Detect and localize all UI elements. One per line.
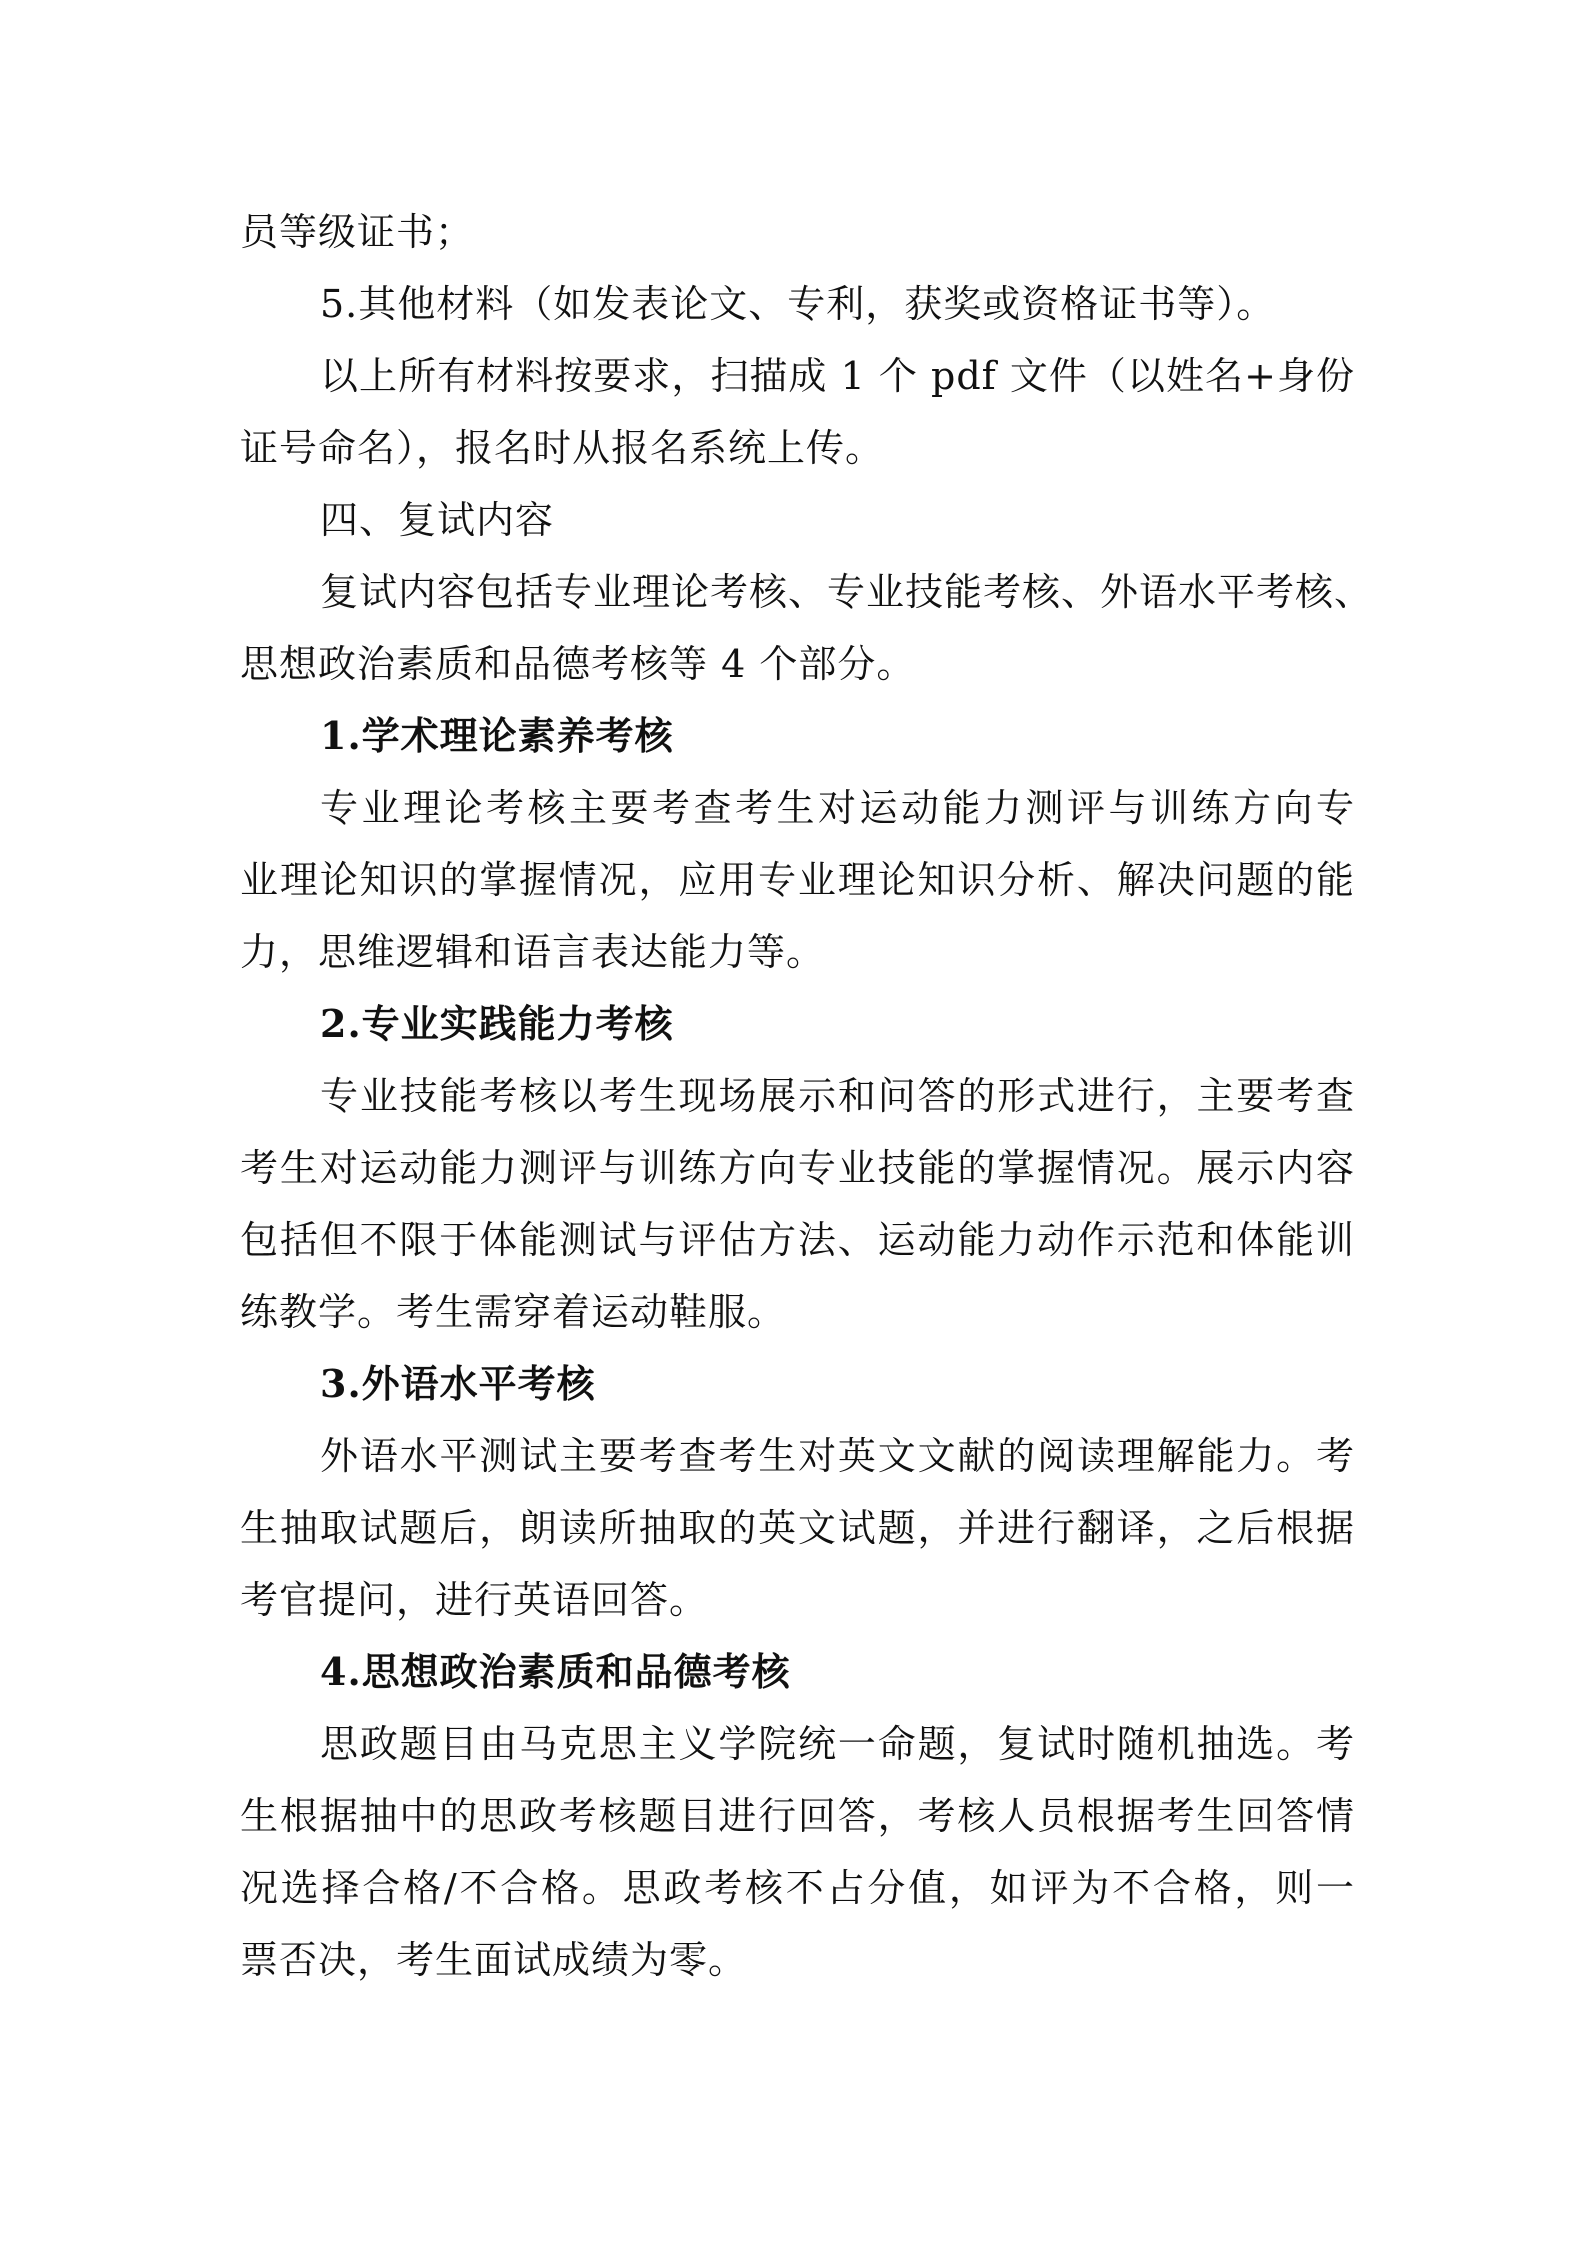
subsection-heading: 2.专业实践能力考核 [320,1001,674,1046]
paragraph-line: 练教学。考生需穿着运动鞋服。 [240,1290,787,1334]
paragraph-line: 生抽取试题后，朗读所抽取的英文试题，并进行翻译，之后根据 [240,1506,1355,1550]
section-heading: 四、复试内容 [320,498,555,542]
paragraph-line: 思政题目由马克思主义学院统一命题，复试时随机抽选。考 [320,1722,1355,1766]
list-item: 5.其他材料（如发表论文、专利，获奖或资格证书等）。 [320,282,1276,326]
subsection-heading: 1.学术理论素养考核 [320,713,674,758]
paragraph-line: 力，思维逻辑和语言表达能力等。 [240,930,826,974]
paragraph-line: 专业理论考核主要考查考生对运动能力测评与训练方向专 [320,786,1355,830]
paragraph-line: 复试内容包括专业理论考核、专业技能考核、外语水平考核、 [320,570,1374,614]
paragraph-line: 以上所有材料按要求，扫描成 1 个 pdf 文件（以姓名+身份 [320,354,1355,398]
paragraph-line: 况选择合格/不合格。思政考核不占分值，如评为不合格，则一 [240,1866,1355,1910]
text-line: 员等级证书； [240,210,475,254]
document-page [240,196,1374,1996]
paragraph-line: 考官提问，进行英语回答。 [240,1578,709,1622]
subsection-heading: 4.思想政治素质和品德考核 [320,1649,791,1694]
paragraph-line: 票否决，考生面试成绩为零。 [240,1938,748,1982]
paragraph-line: 业理论知识的掌握情况，应用专业理论知识分析、解决问题的能 [240,858,1355,902]
paragraph-line: 包括但不限于体能测试与评估方法、运动能力动作示范和体能训 [240,1218,1355,1262]
paragraph-line: 证号命名），报名时从报名系统上传。 [240,426,885,470]
paragraph-line: 思想政治素质和品德考核等 4 个部分。 [240,642,916,686]
paragraph-line: 生根据抽中的思政考核题目进行回答，考核人员根据考生回答情 [240,1794,1355,1838]
paragraph-line: 专业技能考核以考生现场展示和问答的形式进行，主要考查 [320,1074,1355,1118]
paragraph-line: 外语水平测试主要考查考生对英文文献的阅读理解能力。考 [320,1434,1355,1478]
subsection-heading: 3.外语水平考核 [320,1361,596,1406]
paragraph-line: 考生对运动能力测评与训练方向专业技能的掌握情况。展示内容 [240,1146,1355,1190]
